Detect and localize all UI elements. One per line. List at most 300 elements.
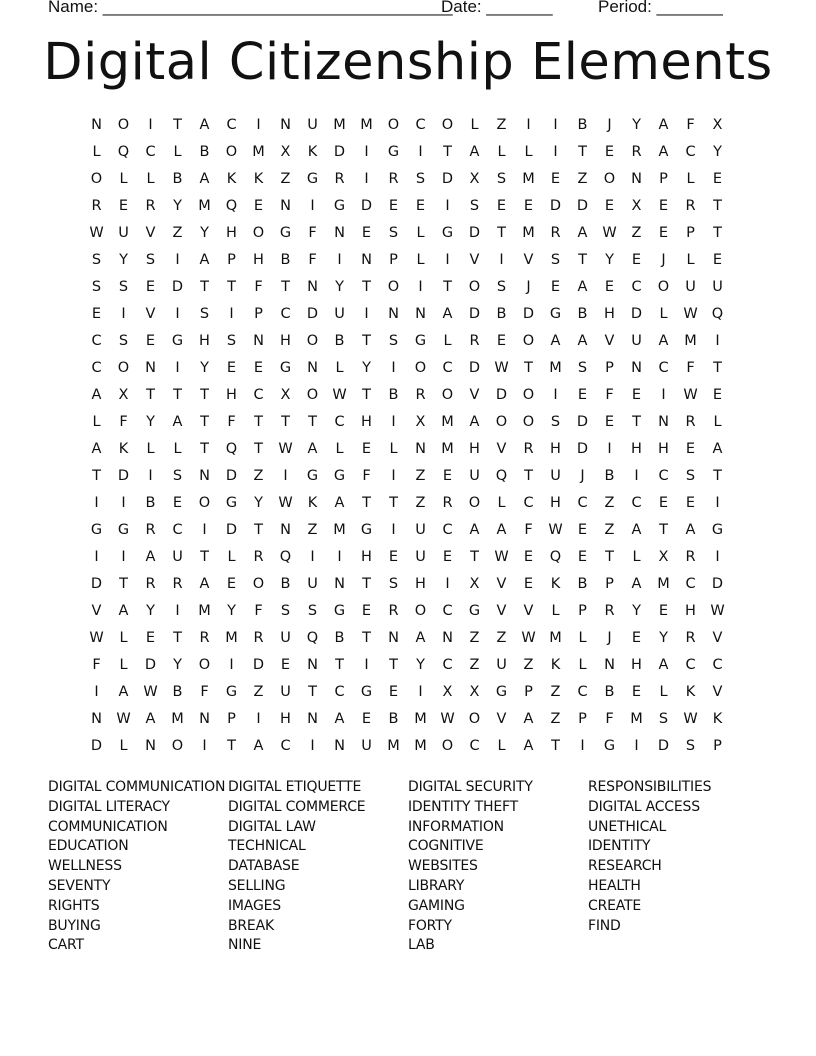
grid-letter[interactable]: G <box>279 360 292 376</box>
grid-letter[interactable]: J <box>661 252 666 268</box>
grid-letter[interactable]: W <box>278 441 293 457</box>
grid-letter[interactable]: O <box>441 738 454 754</box>
grid-letter[interactable]: W <box>683 387 698 403</box>
grid-letter[interactable]: M <box>198 603 211 619</box>
grid-letter[interactable]: N <box>415 441 426 457</box>
grid-letter[interactable]: G <box>333 603 346 619</box>
grid-letter[interactable]: W <box>89 225 104 241</box>
grid-letter[interactable]: P <box>389 252 398 268</box>
grid-letter[interactable]: A <box>523 738 534 754</box>
grid-letter[interactable]: I <box>634 468 639 484</box>
grid-letter[interactable]: L <box>335 360 344 376</box>
grid-letter[interactable]: W <box>683 306 698 322</box>
grid-letter[interactable]: A <box>91 387 102 403</box>
grid-letter[interactable]: O <box>306 387 319 403</box>
grid-letter[interactable]: F <box>227 414 236 430</box>
grid-letter[interactable]: E <box>685 441 696 457</box>
grid-letter[interactable]: E <box>442 468 453 484</box>
grid-letter[interactable]: W <box>494 360 509 376</box>
grid-letter[interactable]: M <box>414 738 427 754</box>
grid-letter[interactable]: I <box>445 252 450 268</box>
grid-letter[interactable]: Q <box>495 468 508 484</box>
grid-letter[interactable]: Y <box>146 603 155 619</box>
grid-letter[interactable]: D <box>360 198 373 214</box>
grid-letter[interactable]: A <box>658 117 669 133</box>
grid-letter[interactable]: C <box>685 657 696 673</box>
grid-letter[interactable]: A <box>199 252 210 268</box>
grid-letter[interactable]: C <box>334 414 345 430</box>
grid-letter[interactable]: H <box>631 657 642 673</box>
grid-letter[interactable]: E <box>712 387 723 403</box>
grid-letter[interactable]: D <box>90 738 103 754</box>
grid-letter[interactable]: T <box>281 279 290 295</box>
grid-letter[interactable]: M <box>360 117 373 133</box>
grid-letter[interactable]: F <box>254 603 263 619</box>
grid-letter[interactable]: P <box>524 684 533 700</box>
grid-letter[interactable]: S <box>550 252 561 268</box>
grid-letter[interactable]: B <box>334 333 345 349</box>
grid-letter[interactable]: Z <box>496 117 507 133</box>
grid-letter[interactable]: A <box>145 549 156 565</box>
grid-letter[interactable]: T <box>200 441 209 457</box>
grid-letter[interactable]: P <box>254 306 263 322</box>
grid-letter[interactable]: C <box>523 495 534 511</box>
grid-letter[interactable]: E <box>361 603 372 619</box>
grid-letter[interactable]: H <box>604 306 615 322</box>
grid-letter[interactable]: G <box>225 684 238 700</box>
grid-letter[interactable]: T <box>443 144 452 160</box>
grid-letter[interactable]: T <box>362 576 371 592</box>
grid-letter[interactable]: N <box>199 711 210 727</box>
grid-letter[interactable]: L <box>389 441 398 457</box>
grid-letter[interactable]: C <box>280 738 291 754</box>
grid-letter[interactable]: I <box>148 117 153 133</box>
grid-letter[interactable]: T <box>497 225 506 241</box>
grid-letter[interactable]: Z <box>469 657 480 673</box>
grid-letter[interactable]: R <box>91 198 102 214</box>
grid-letter[interactable]: A <box>118 684 129 700</box>
grid-letter[interactable]: F <box>308 252 317 268</box>
grid-letter[interactable]: U <box>415 549 426 565</box>
grid-letter[interactable]: H <box>280 333 291 349</box>
grid-letter[interactable]: E <box>388 198 399 214</box>
grid-letter[interactable]: D <box>522 306 535 322</box>
grid-letter[interactable]: D <box>225 468 238 484</box>
grid-letter[interactable]: O <box>414 603 427 619</box>
grid-letter[interactable]: U <box>415 522 426 538</box>
grid-letter[interactable]: B <box>604 684 615 700</box>
grid-letter[interactable]: A <box>199 171 210 187</box>
grid-letter[interactable]: O <box>603 171 616 187</box>
grid-letter[interactable]: G <box>441 225 454 241</box>
grid-letter[interactable]: W <box>710 603 725 619</box>
grid-letter[interactable]: D <box>90 576 103 592</box>
grid-letter[interactable]: U <box>118 225 129 241</box>
grid-letter[interactable]: G <box>414 333 427 349</box>
grid-letter[interactable]: N <box>334 738 345 754</box>
grid-letter[interactable]: T <box>254 522 263 538</box>
grid-letter[interactable]: S <box>388 225 399 241</box>
grid-letter[interactable]: T <box>443 279 452 295</box>
grid-letter[interactable]: T <box>173 387 182 403</box>
grid-letter[interactable]: S <box>685 738 696 754</box>
grid-letter[interactable]: C <box>712 657 723 673</box>
grid-letter[interactable]: O <box>252 576 265 592</box>
grid-letter[interactable]: I <box>391 522 396 538</box>
grid-letter[interactable]: Z <box>253 468 264 484</box>
grid-letter[interactable]: E <box>604 144 615 160</box>
grid-letter[interactable]: T <box>200 387 209 403</box>
grid-letter[interactable]: O <box>468 495 481 511</box>
grid-letter[interactable]: I <box>364 171 369 187</box>
grid-letter[interactable]: X <box>280 144 291 160</box>
grid-letter[interactable]: E <box>631 684 642 700</box>
grid-letter[interactable]: S <box>496 279 507 295</box>
grid-letter[interactable]: C <box>91 333 102 349</box>
grid-letter[interactable]: V <box>496 711 507 727</box>
grid-letter[interactable]: A <box>577 279 588 295</box>
grid-letter[interactable]: L <box>551 603 560 619</box>
grid-letter[interactable]: B <box>199 144 210 160</box>
grid-letter[interactable]: O <box>441 387 454 403</box>
grid-letter[interactable]: Y <box>200 225 209 241</box>
grid-letter[interactable]: U <box>496 657 507 673</box>
grid-letter[interactable]: H <box>199 333 210 349</box>
grid-letter[interactable]: A <box>307 441 318 457</box>
grid-letter[interactable]: C <box>658 360 669 376</box>
grid-letter[interactable]: T <box>551 738 560 754</box>
grid-letter[interactable]: I <box>229 306 234 322</box>
grid-letter[interactable]: N <box>631 360 642 376</box>
grid-letter[interactable]: T <box>92 468 101 484</box>
grid-letter[interactable]: C <box>577 495 588 511</box>
grid-letter[interactable]: I <box>364 144 369 160</box>
grid-letter[interactable]: P <box>605 360 614 376</box>
grid-letter[interactable]: A <box>415 630 426 646</box>
grid-letter[interactable]: E <box>388 549 399 565</box>
grid-letter[interactable]: E <box>226 576 237 592</box>
grid-letter[interactable]: B <box>577 306 588 322</box>
grid-letter[interactable]: E <box>604 414 615 430</box>
grid-letter[interactable]: N <box>253 333 264 349</box>
grid-letter[interactable]: V <box>496 576 507 592</box>
period-field[interactable]: Period: _______ <box>598 0 723 16</box>
grid-letter[interactable]: N <box>334 225 345 241</box>
grid-letter[interactable]: L <box>92 414 101 430</box>
grid-letter[interactable]: U <box>280 684 291 700</box>
grid-letter[interactable]: H <box>226 387 237 403</box>
grid-letter[interactable]: F <box>686 117 695 133</box>
grid-letter[interactable]: A <box>577 333 588 349</box>
grid-letter[interactable]: Y <box>146 414 155 430</box>
grid-letter[interactable]: W <box>143 684 158 700</box>
grid-letter[interactable]: E <box>658 495 669 511</box>
grid-letter[interactable]: S <box>685 468 696 484</box>
grid-letter[interactable]: A <box>496 522 507 538</box>
grid-letter[interactable]: G <box>549 306 562 322</box>
grid-letter[interactable]: U <box>685 279 696 295</box>
grid-letter[interactable]: I <box>175 252 180 268</box>
grid-letter[interactable]: A <box>91 441 102 457</box>
grid-letter[interactable]: I <box>715 495 720 511</box>
grid-letter[interactable]: E <box>91 306 102 322</box>
grid-letter[interactable]: F <box>308 225 317 241</box>
grid-letter[interactable]: K <box>118 441 129 457</box>
grid-letter[interactable]: H <box>469 441 480 457</box>
grid-letter[interactable]: D <box>333 144 346 160</box>
grid-letter[interactable]: N <box>334 576 345 592</box>
grid-letter[interactable]: L <box>119 171 128 187</box>
grid-letter[interactable]: I <box>337 549 342 565</box>
grid-letter[interactable]: B <box>388 711 399 727</box>
grid-letter[interactable]: T <box>119 576 128 592</box>
grid-letter[interactable]: T <box>632 414 641 430</box>
grid-letter[interactable]: B <box>172 171 183 187</box>
grid-letter[interactable]: I <box>553 387 558 403</box>
grid-letter[interactable]: Q <box>225 198 238 214</box>
grid-letter[interactable]: E <box>442 549 453 565</box>
grid-letter[interactable]: E <box>361 441 372 457</box>
grid-letter[interactable]: E <box>685 495 696 511</box>
grid-letter[interactable]: M <box>225 630 238 646</box>
grid-letter[interactable]: V <box>523 603 534 619</box>
grid-letter[interactable]: M <box>198 198 211 214</box>
grid-letter[interactable]: Z <box>550 711 561 727</box>
grid-letter[interactable]: O <box>522 414 535 430</box>
grid-letter[interactable]: I <box>310 549 315 565</box>
grid-letter[interactable]: X <box>469 576 480 592</box>
grid-letter[interactable]: I <box>580 738 585 754</box>
grid-letter[interactable]: Y <box>632 117 641 133</box>
grid-letter[interactable]: E <box>523 198 534 214</box>
grid-letter[interactable]: C <box>334 684 345 700</box>
grid-letter[interactable]: I <box>553 117 558 133</box>
grid-letter[interactable]: S <box>496 171 507 187</box>
grid-letter[interactable]: A <box>658 144 669 160</box>
grid-letter[interactable]: G <box>333 468 346 484</box>
grid-letter[interactable]: I <box>175 360 180 376</box>
grid-letter[interactable]: N <box>307 711 318 727</box>
grid-letter[interactable]: B <box>577 117 588 133</box>
grid-letter[interactable]: I <box>391 360 396 376</box>
grid-letter[interactable]: S <box>577 360 588 376</box>
grid-letter[interactable]: F <box>200 684 209 700</box>
grid-letter[interactable]: I <box>391 414 396 430</box>
grid-letter[interactable]: T <box>227 738 236 754</box>
grid-letter[interactable]: E <box>712 252 723 268</box>
grid-letter[interactable]: B <box>577 576 588 592</box>
grid-letter[interactable]: T <box>524 468 533 484</box>
grid-letter[interactable]: P <box>227 711 236 727</box>
grid-letter[interactable]: K <box>550 576 561 592</box>
grid-letter[interactable]: X <box>415 414 426 430</box>
grid-letter[interactable]: R <box>145 522 156 538</box>
grid-letter[interactable]: K <box>253 171 264 187</box>
grid-letter[interactable]: R <box>685 630 696 646</box>
grid-letter[interactable]: R <box>145 198 156 214</box>
grid-letter[interactable]: E <box>145 279 156 295</box>
grid-letter[interactable]: S <box>118 333 129 349</box>
grid-letter[interactable]: R <box>253 630 264 646</box>
grid-letter[interactable]: H <box>685 603 696 619</box>
grid-letter[interactable]: T <box>200 279 209 295</box>
grid-letter[interactable]: A <box>469 144 480 160</box>
grid-letter[interactable]: Z <box>550 684 561 700</box>
grid-letter[interactable]: Y <box>632 603 641 619</box>
grid-letter[interactable]: H <box>658 441 669 457</box>
grid-letter[interactable]: A <box>334 711 345 727</box>
grid-letter[interactable]: M <box>171 711 184 727</box>
grid-letter[interactable]: I <box>256 711 261 727</box>
grid-letter[interactable]: D <box>576 414 589 430</box>
grid-letter[interactable]: I <box>607 441 612 457</box>
grid-letter[interactable]: O <box>90 171 103 187</box>
grid-letter[interactable]: R <box>442 495 453 511</box>
grid-letter[interactable]: E <box>145 630 156 646</box>
grid-letter[interactable]: C <box>253 387 264 403</box>
grid-letter[interactable]: P <box>659 171 668 187</box>
grid-letter[interactable]: E <box>253 360 264 376</box>
grid-letter[interactable]: T <box>281 414 290 430</box>
grid-letter[interactable]: I <box>202 738 207 754</box>
grid-letter[interactable]: K <box>712 711 723 727</box>
grid-letter[interactable]: Y <box>227 603 236 619</box>
grid-letter[interactable]: E <box>712 171 723 187</box>
grid-letter[interactable]: T <box>578 144 587 160</box>
grid-letter[interactable]: I <box>121 549 126 565</box>
grid-letter[interactable]: A <box>658 333 669 349</box>
grid-letter[interactable]: X <box>469 171 480 187</box>
grid-letter[interactable]: O <box>522 387 535 403</box>
grid-letter[interactable]: D <box>117 468 130 484</box>
grid-letter[interactable]: V <box>523 252 534 268</box>
grid-letter[interactable]: I <box>715 333 720 349</box>
grid-letter[interactable]: N <box>199 468 210 484</box>
grid-letter[interactable]: C <box>685 576 696 592</box>
grid-letter[interactable]: T <box>308 684 317 700</box>
grid-letter[interactable]: B <box>388 387 399 403</box>
grid-letter[interactable]: I <box>445 576 450 592</box>
grid-letter[interactable]: U <box>712 279 723 295</box>
grid-letter[interactable]: M <box>522 225 535 241</box>
grid-letter[interactable]: W <box>602 225 617 241</box>
grid-letter[interactable]: G <box>468 603 481 619</box>
grid-letter[interactable]: O <box>198 657 211 673</box>
grid-letter[interactable]: L <box>443 333 452 349</box>
grid-letter[interactable]: X <box>442 684 453 700</box>
grid-letter[interactable]: L <box>470 117 479 133</box>
grid-letter[interactable]: S <box>199 306 210 322</box>
grid-letter[interactable]: O <box>306 333 319 349</box>
grid-letter[interactable]: C <box>658 468 669 484</box>
grid-letter[interactable]: D <box>657 738 670 754</box>
grid-letter[interactable]: X <box>280 387 291 403</box>
grid-letter[interactable]: M <box>549 630 562 646</box>
grid-letter[interactable]: M <box>387 738 400 754</box>
grid-letter[interactable]: G <box>603 738 616 754</box>
grid-letter[interactable]: T <box>200 414 209 430</box>
grid-letter[interactable]: T <box>146 387 155 403</box>
grid-letter[interactable]: R <box>172 576 183 592</box>
grid-letter[interactable]: Y <box>416 657 425 673</box>
grid-letter[interactable]: Q <box>117 144 130 160</box>
grid-letter[interactable]: O <box>387 117 400 133</box>
grid-letter[interactable]: L <box>119 657 128 673</box>
grid-letter[interactable]: E <box>523 576 534 592</box>
grid-letter[interactable]: S <box>91 279 102 295</box>
grid-letter[interactable]: P <box>686 225 695 241</box>
grid-letter[interactable]: O <box>468 711 481 727</box>
grid-letter[interactable]: M <box>549 360 562 376</box>
grid-letter[interactable]: Q <box>549 549 562 565</box>
grid-letter[interactable]: I <box>175 306 180 322</box>
grid-letter[interactable]: I <box>202 522 207 538</box>
grid-letter[interactable]: E <box>631 252 642 268</box>
grid-letter[interactable]: Z <box>631 225 642 241</box>
grid-letter[interactable]: R <box>685 414 696 430</box>
grid-letter[interactable]: V <box>91 603 102 619</box>
grid-letter[interactable]: N <box>280 198 291 214</box>
grid-letter[interactable]: A <box>442 306 453 322</box>
grid-letter[interactable]: M <box>441 414 454 430</box>
grid-letter[interactable]: C <box>442 657 453 673</box>
grid-letter[interactable]: E <box>550 171 561 187</box>
grid-letter[interactable]: E <box>226 360 237 376</box>
grid-letter[interactable]: M <box>333 117 346 133</box>
grid-letter[interactable]: W <box>278 495 293 511</box>
grid-letter[interactable]: E <box>496 333 507 349</box>
grid-letter[interactable]: J <box>580 468 585 484</box>
name-field[interactable]: Name: _____________________________________ <box>48 0 453 16</box>
grid-letter[interactable]: A <box>172 414 183 430</box>
grid-letter[interactable]: G <box>225 495 238 511</box>
grid-letter[interactable]: L <box>416 225 425 241</box>
grid-letter[interactable]: D <box>495 387 508 403</box>
grid-letter[interactable]: T <box>362 387 371 403</box>
grid-letter[interactable]: L <box>713 414 722 430</box>
grid-letter[interactable]: Q <box>279 549 292 565</box>
grid-letter[interactable]: T <box>173 117 182 133</box>
grid-letter[interactable]: T <box>254 414 263 430</box>
grid-letter[interactable]: Y <box>119 252 128 268</box>
grid-letter[interactable]: P <box>578 603 587 619</box>
grid-letter[interactable]: Y <box>362 360 371 376</box>
grid-letter[interactable]: E <box>577 549 588 565</box>
grid-letter[interactable]: H <box>550 441 561 457</box>
grid-letter[interactable]: Z <box>280 171 291 187</box>
grid-letter[interactable]: E <box>604 279 615 295</box>
grid-letter[interactable]: Z <box>415 468 426 484</box>
grid-letter[interactable]: I <box>418 144 423 160</box>
grid-letter[interactable]: M <box>441 441 454 457</box>
grid-letter[interactable]: X <box>118 387 129 403</box>
grid-letter[interactable]: T <box>578 252 587 268</box>
grid-letter[interactable]: D <box>252 657 265 673</box>
grid-letter[interactable]: C <box>631 495 642 511</box>
grid-letter[interactable]: R <box>685 198 696 214</box>
grid-letter[interactable]: L <box>686 171 695 187</box>
grid-letter[interactable]: S <box>307 603 318 619</box>
grid-letter[interactable]: H <box>415 576 426 592</box>
grid-letter[interactable]: I <box>364 657 369 673</box>
grid-letter[interactable]: U <box>307 576 318 592</box>
grid-letter[interactable]: A <box>469 414 480 430</box>
grid-letter[interactable]: N <box>280 522 291 538</box>
grid-letter[interactable]: I <box>229 657 234 673</box>
grid-letter[interactable]: L <box>173 441 182 457</box>
grid-letter[interactable]: C <box>442 522 453 538</box>
grid-letter[interactable]: F <box>92 657 101 673</box>
